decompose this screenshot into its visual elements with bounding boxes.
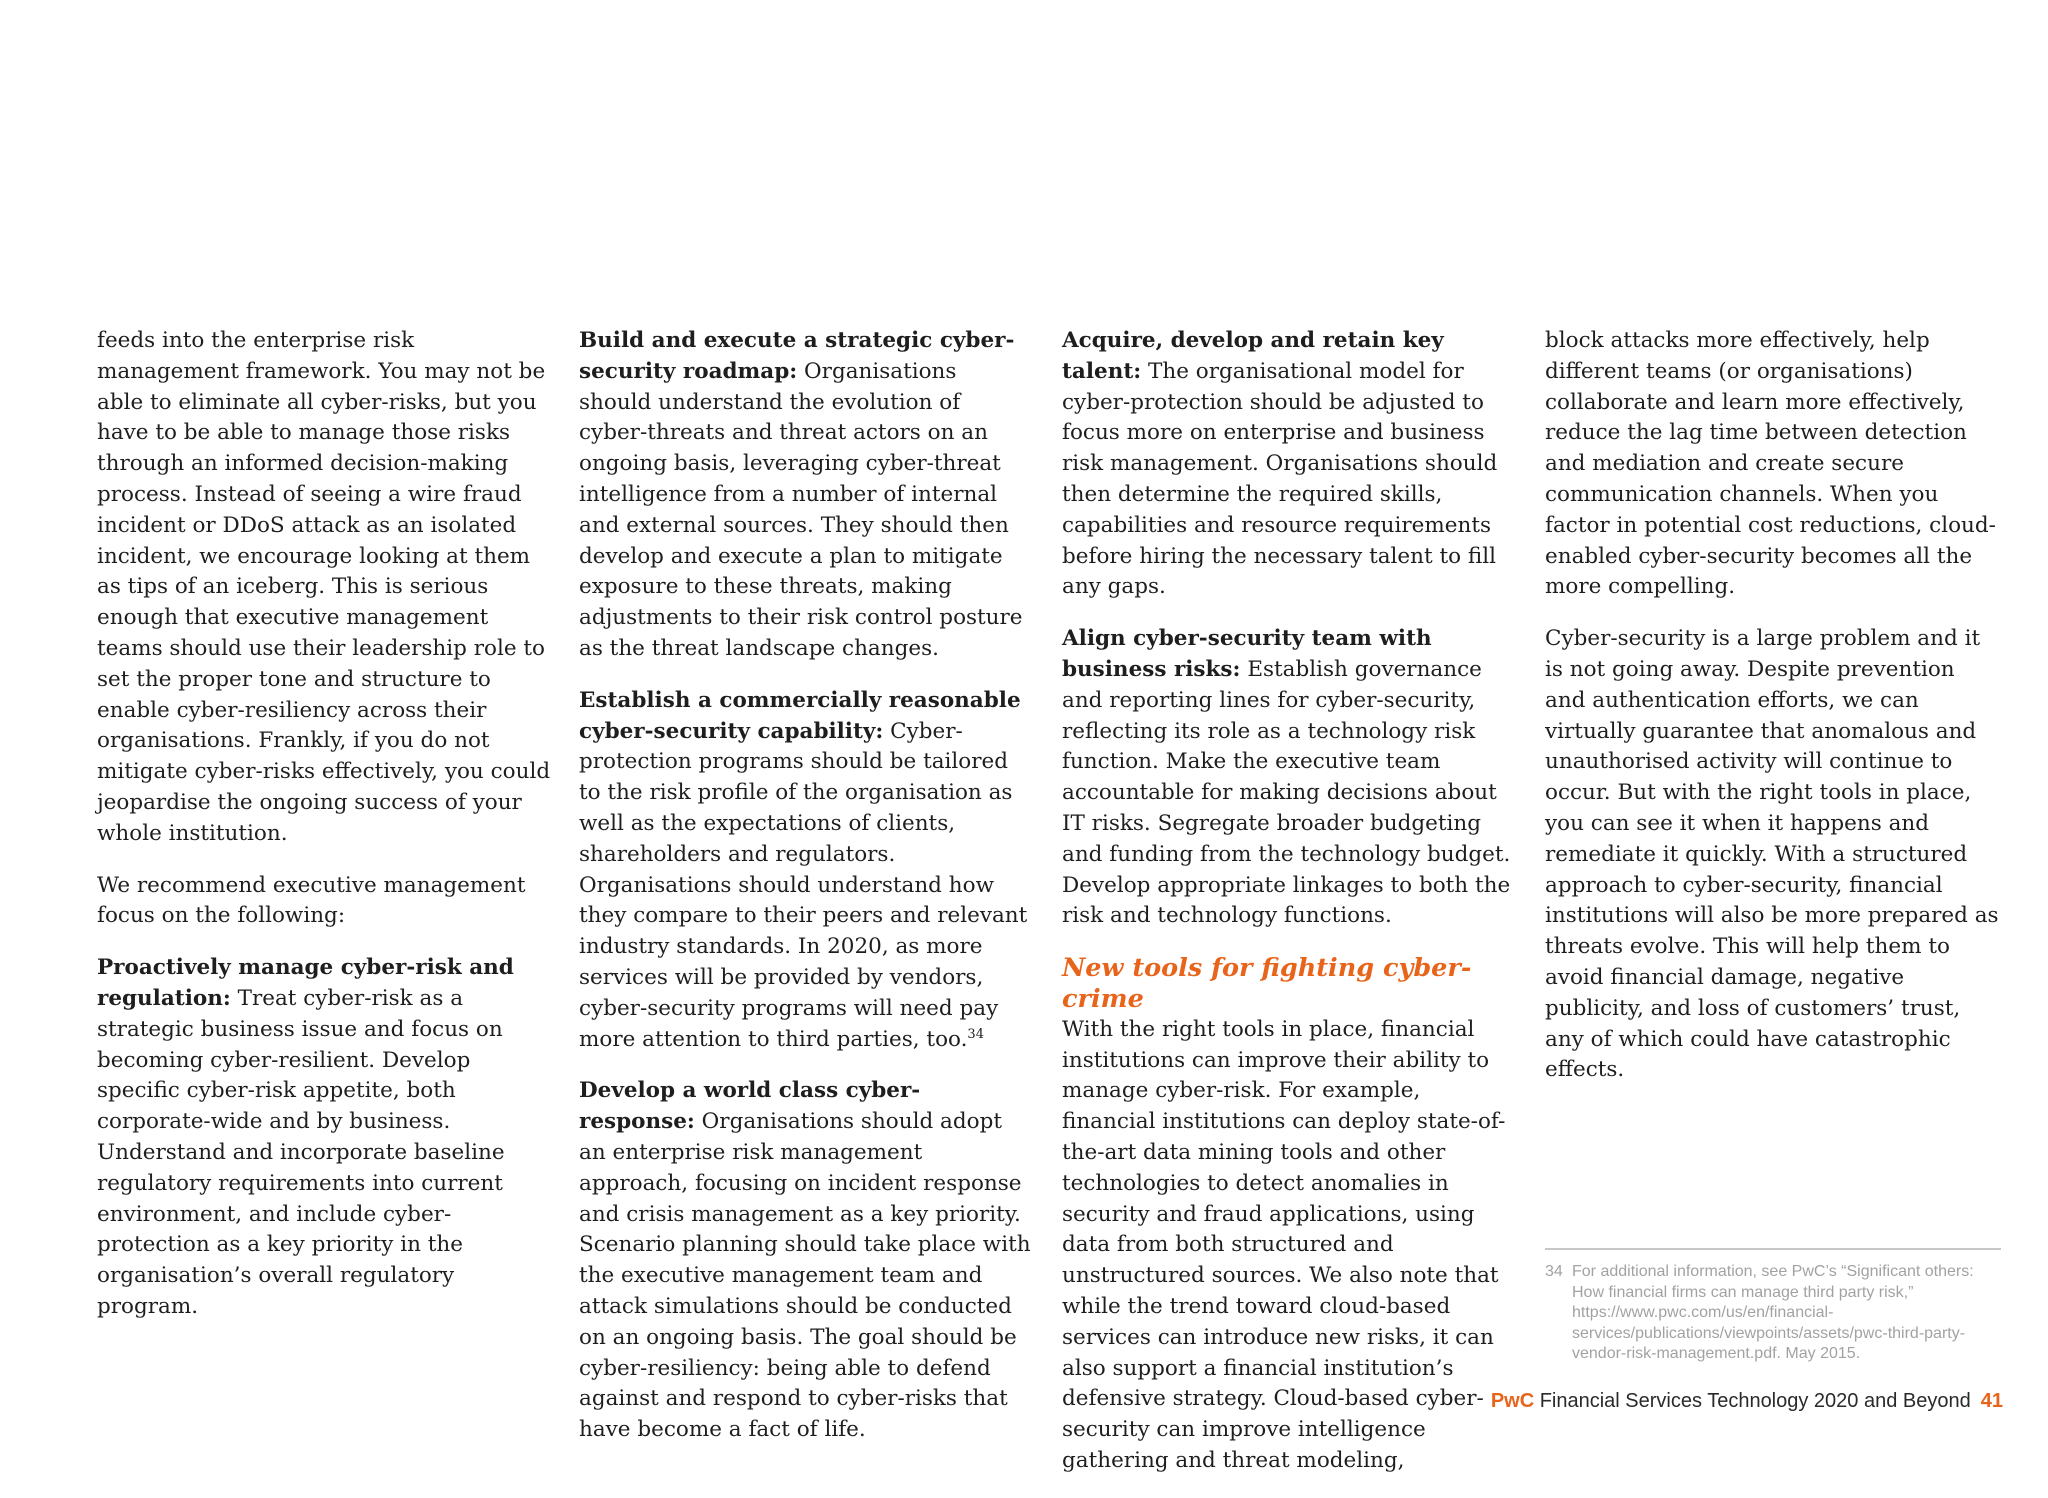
recommendation-lead: Acquire, develop and retain key talent: xyxy=(1062,328,1444,384)
recommendation-paragraph xyxy=(1062,624,1517,932)
recommendation-lead: Align cyber-security team with business risks: xyxy=(1062,626,1432,682)
column-1 xyxy=(97,326,552,1344)
recommendation-body: The organisational model for cyber-protection should be adjusted to focus more on enterprise and business risk management. Organisations should then determine the required skills, capabilities and resource requirements before hiring the necessary talent to fill any gaps. xyxy=(1062,358,1498,600)
footer-title: Financial Services Technology 2020 and Beyond xyxy=(1534,1390,1971,1412)
recommendation-body: Organisations should adopt an enterprise risk management approach, focusing on incident response and crisis management as a key priority. Scenario planning should take place with the executive management team and attack simulations should be conducted on an ongoing basis. The goal should be cyber-resiliency: being able to defend against and respond to cyber-risks that have become a fact of life. xyxy=(579,1109,1031,1443)
footnote-number: 34 xyxy=(1545,1263,1563,1280)
footnote-divider xyxy=(1545,1248,2001,1250)
recommendation-body: Organisations should understand the evolution of cyber-threats and threat actors on an ongoing basis, leveraging cyber-threat intelligence from a number of internal and external sources. They should then develop and execute a plan to mitigate exposure to these threats, making adjustments to their risk control posture as the threat landscape changes. xyxy=(579,358,1023,661)
recommendation-lead: Develop a world class cyber-response: xyxy=(579,1078,921,1135)
page-footer xyxy=(1491,1390,2003,1413)
recommendation-lead: Build and execute a strategic cyber-security roadmap: xyxy=(579,328,1015,384)
body-paragraph: Cyber-security is a large problem and it is not going away. Despite prevention and authentication efforts, we can virtually guarantee that anomalous and unauthorised activity will continue to occur. But with the right tools in place, you can see it when it happens and remediate it quickly. With a structured approach to cyber-security, financial institutions will also be more prepared as threats evolve. This will help them to avoid financial damage, negative publicity, and loss of customers’ trust, any of which could have catastrophic effects. xyxy=(1545,626,1999,1083)
recommendation-body: Establish governance and reporting lines for cyber-security, reflecting its role as a technology risk function. Make the executive team accountable for making decisions about IT risks. Segregate broader budgeting and funding from the technology budget. Develop appropriate linkages to both the risk and technology functions. xyxy=(1062,656,1511,929)
recommendation-paragraph xyxy=(579,686,1034,1056)
recommendation-lead: Proactively manage cyber-risk and regulation: xyxy=(97,955,514,1011)
recommendation-paragraph xyxy=(579,1076,1034,1446)
body-paragraph: We recommend executive management focus on the following: xyxy=(97,872,526,929)
footnote xyxy=(1545,1262,1985,1365)
body-paragraph: With the right tools in place, financial institutions can improve their ability to manage cyber-risk. For example, financial institutions can deploy state-of-the-art data mining tools and other technologies to detect anomalies in security and fraud applications, using data from both structured and unstructured sources. We also note that while the trend toward cloud-based services can introduce new risks, it can also support a financial institution’s defensive strategy. Cloud-based cyber-security can improve intelligence gathering and threat modeling, xyxy=(1062,1016,1506,1473)
footer-brand: PwC xyxy=(1490,1390,1535,1412)
recommendation-body: Cyber-protection programs should be tailored to the risk profile of the organisation as well as the expectations of clients, shareholders and regulators. Organisations should understand how they compare to their peers and relevant industry standards. In 2020, as more services will be provided by vendors, cyber-security programs will need pay more attention to third parties, too. xyxy=(579,718,1028,1052)
column-2 xyxy=(579,326,1034,1467)
footnote-text: For additional information, see PwC’s “Significant others: How financial firms can manage third party risk,” https://www.pwc.com/us/en/financial-services/publications/viewpoints/assets/pwc-third-party-vendor-risk-management.pdf. May 2015. xyxy=(1572,1263,1974,1362)
body-paragraph: feeds into the enterprise risk management framework. You may not be able to eliminate all cyber-risks, but you have to be able to manage those risks through an informed decision-making process. Instead of seeing a wire fraud incident or DDoS attack as an isolated incident, we encourage looking at them as tips of an iceberg. This is serious enough that executive management teams should use their leadership role to set the proper tone and structure to enable cyber-resiliency across their organisations. Frankly, if you do not mitigate cyber-risks effectively, you could jeopardise the ongoing success of your whole institution. xyxy=(97,328,551,846)
recommendation-paragraph xyxy=(579,326,1034,665)
page-number: 41 xyxy=(1980,1390,2003,1412)
footnote-reference: 34 xyxy=(967,1026,984,1042)
recommendation-paragraph xyxy=(1062,326,1517,603)
recommendation-lead: Establish a commercially reasonable cyber-security capability: xyxy=(579,687,1021,744)
recommendation-body: Treat cyber-risk as a strategic business issue and focus on becoming cyber-resilient. Develop specific cyber-risk appetite, both corporate-wide and by business. Understand and incorporate baseline regulatory requirements into current environment, and include cyber-protection as a key priority in the organisation’s overall regulatory program. xyxy=(97,985,505,1319)
recommendation-paragraph xyxy=(97,953,552,1323)
column-4 xyxy=(1545,326,2000,1107)
section-heading: New tools for fighting cyber-crime xyxy=(1062,953,1472,1014)
column-3 xyxy=(1062,326,1517,1498)
body-paragraph: block attacks more effectively, help different teams (or organisations) collaborate and learn more effectively, reduce the lag time between detection and mediation and create secure communication channels. When you factor in potential cost reductions, cloud-enabled cyber-security becomes all the more compelling. xyxy=(1545,328,1996,600)
